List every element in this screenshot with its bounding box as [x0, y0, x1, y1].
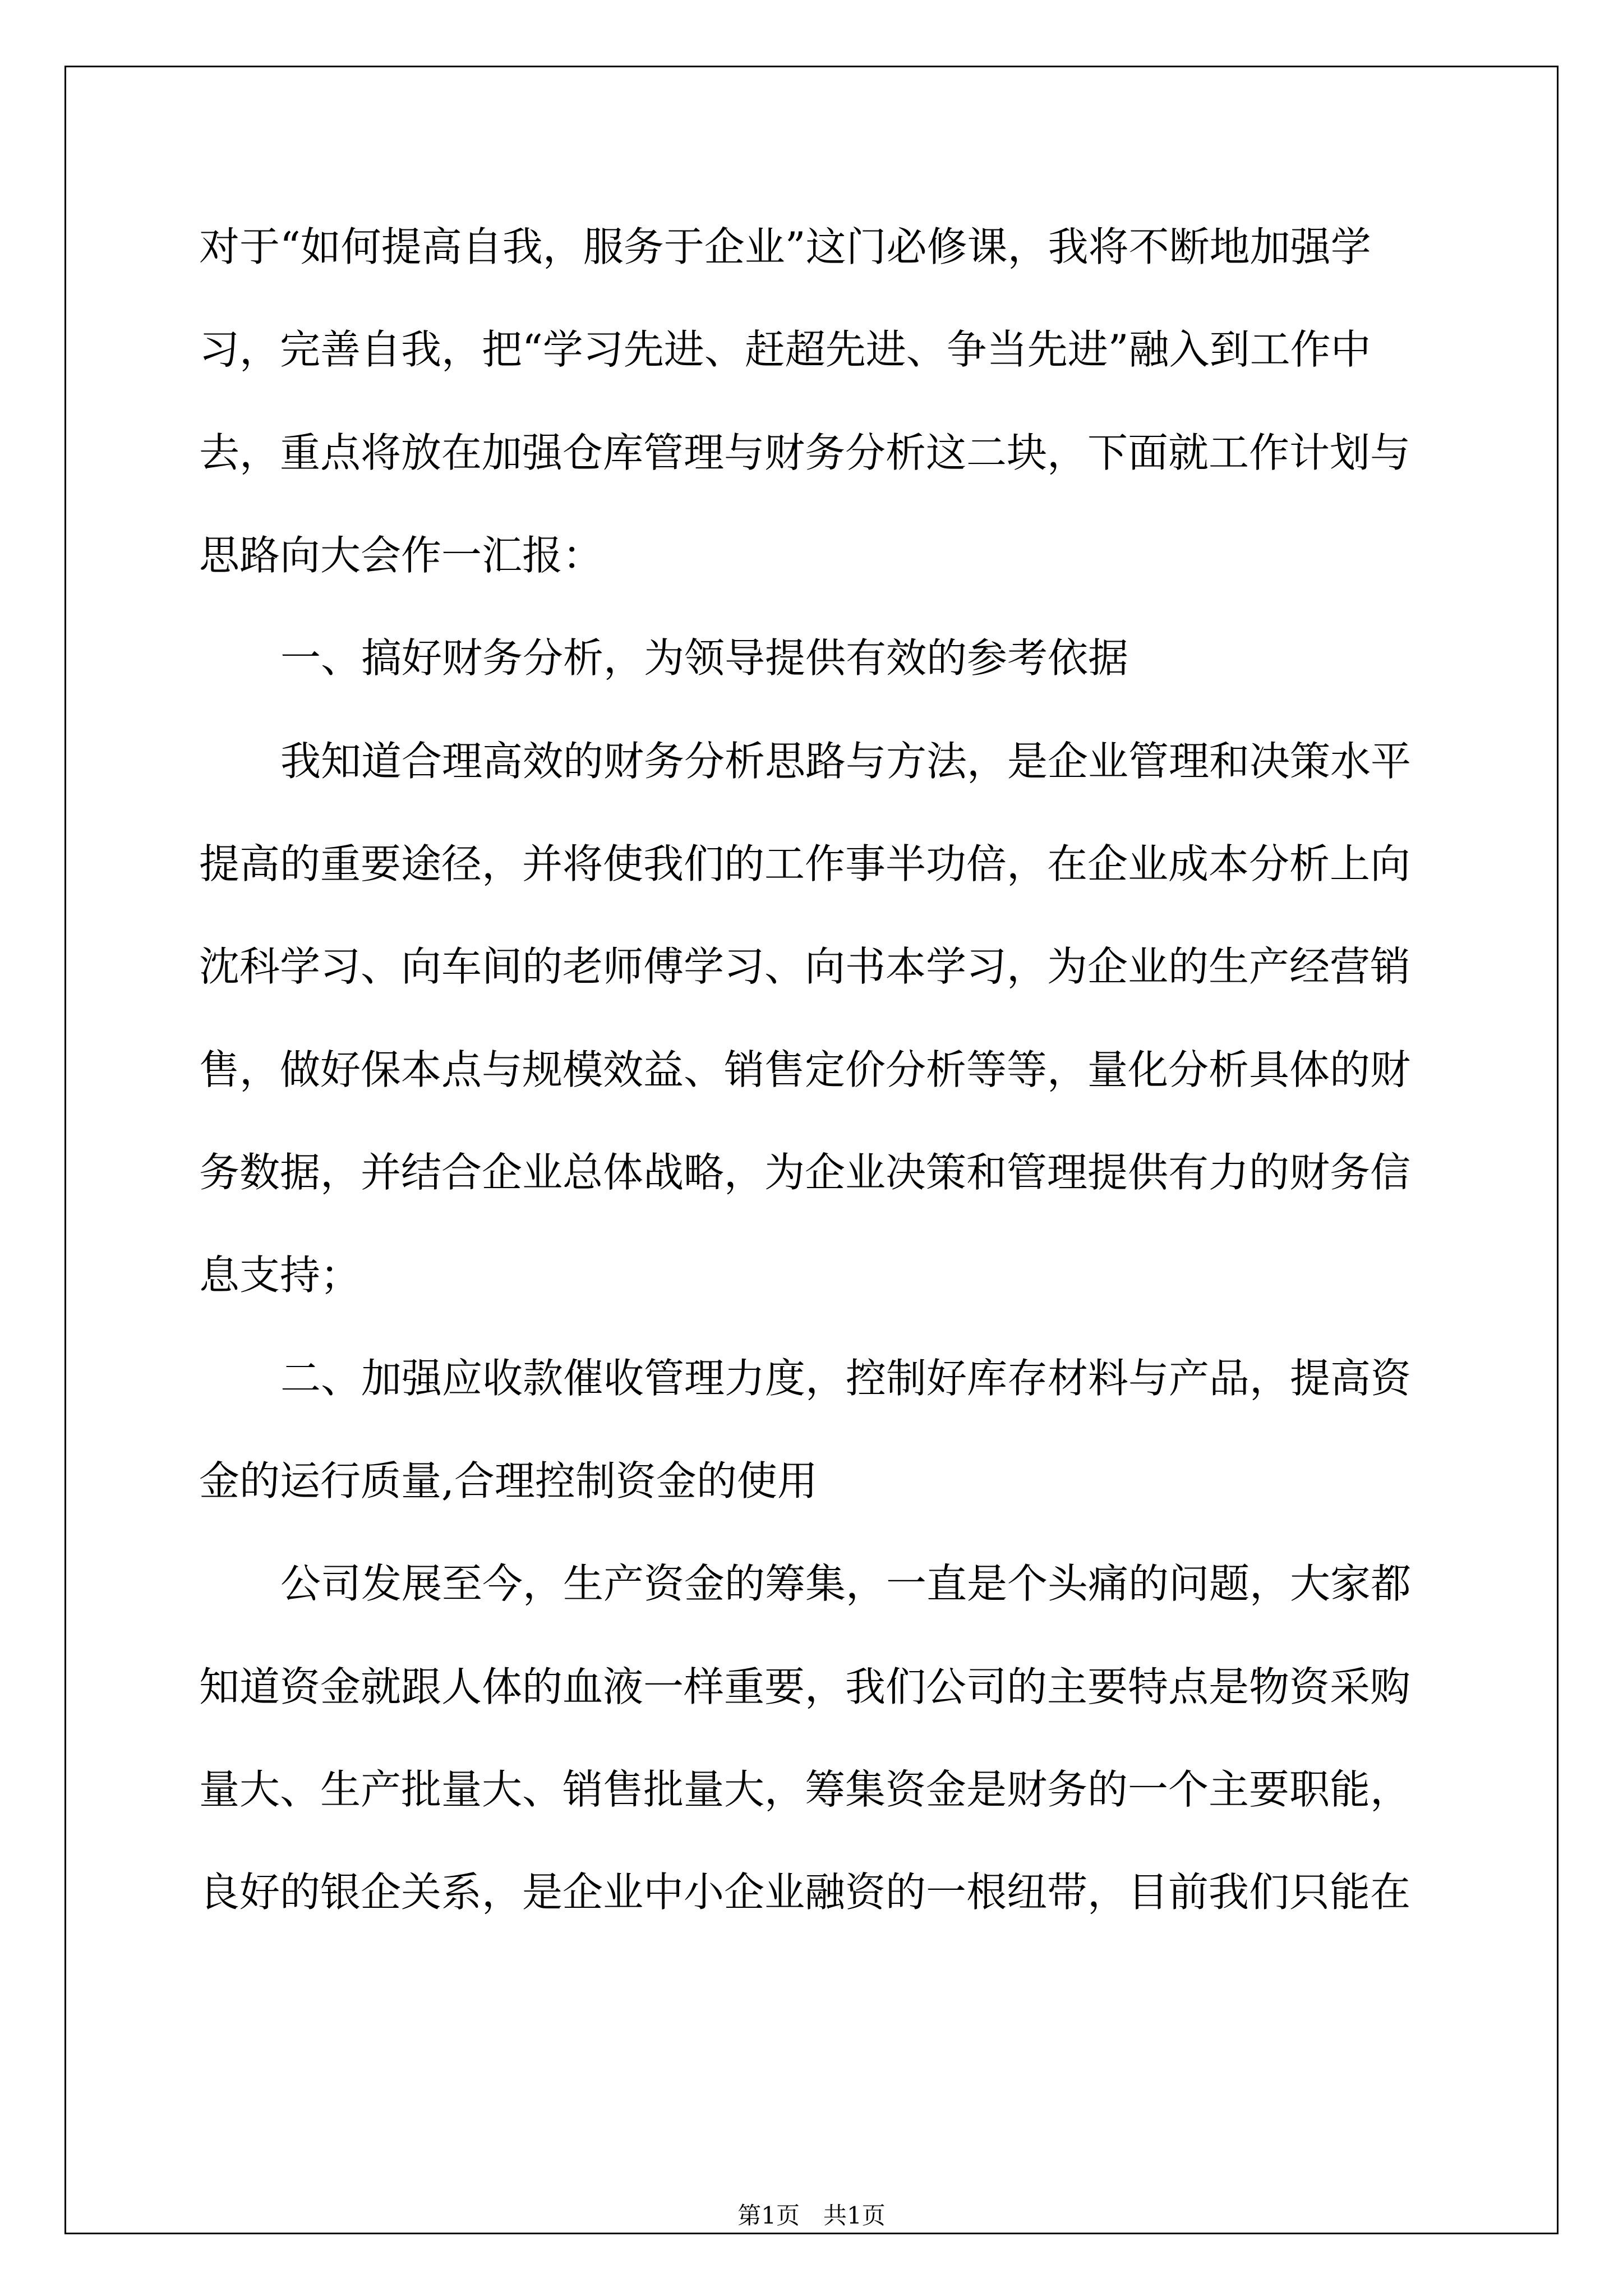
- text-line-13: 金的运行质量,合理控制资金的使用: [199, 1457, 818, 1504]
- text-line-6: 我知道合理高效的财务分析思路与方法，是企业管理和决策水平: [280, 738, 1412, 785]
- heading-one: 一、搞好财务分析，为领导提供有效的参考依据: [280, 634, 1129, 682]
- text-line-17: 良好的银企关系，是企业中小企业融资的一根纽带，目前我们只能在: [199, 1869, 1411, 1916]
- text-line-7: 提高的重要途径，并将使我们的工作事半功倍，在企业成本分析上向: [199, 840, 1411, 887]
- heading-two: 二、加强应收款催收管理力度，控制好库存材料与产品，提高资: [280, 1355, 1412, 1402]
- text-line-11: 息支持；: [199, 1251, 361, 1299]
- text-line-2: 习，完善自我，把“学习先进、赶超先进、争当先进”融入到工作中: [199, 326, 1371, 373]
- text-line-15: 知道资金就跟人体的血液一样重要，我们公司的主要特点是物资采购: [199, 1663, 1411, 1710]
- text-line-14: 公司发展至今，生产资金的筹集，一直是个头痛的问题，大家都: [280, 1560, 1412, 1607]
- text-line-8: 沈科学习、向车间的老师傅学习、向书本学习，为企业的生产经营销: [199, 943, 1411, 990]
- text-line-10: 务数据，并结合企业总体战略，为企业决策和管理提供有力的财务信: [199, 1149, 1411, 1196]
- text-line-3: 去，重点将放在加强仓库管理与财务分析这二块，下面就工作计划与: [199, 429, 1411, 476]
- text-line-16: 量大、生产批量大、销售批量大，筹集资金是财务的一个主要职能，: [199, 1766, 1411, 1813]
- page-footer: 第1页 共1页: [737, 2202, 886, 2229]
- text-line-1: 对于“如何提高自我，服务于企业”这门必修课，我将不断地加强学: [199, 223, 1371, 270]
- text-line-9: 售，做好保本点与规模效益、销售定价分析等等，量化分析具体的财: [199, 1046, 1411, 1093]
- text-line-4: 思路向大会作一汇报：: [199, 532, 603, 579]
